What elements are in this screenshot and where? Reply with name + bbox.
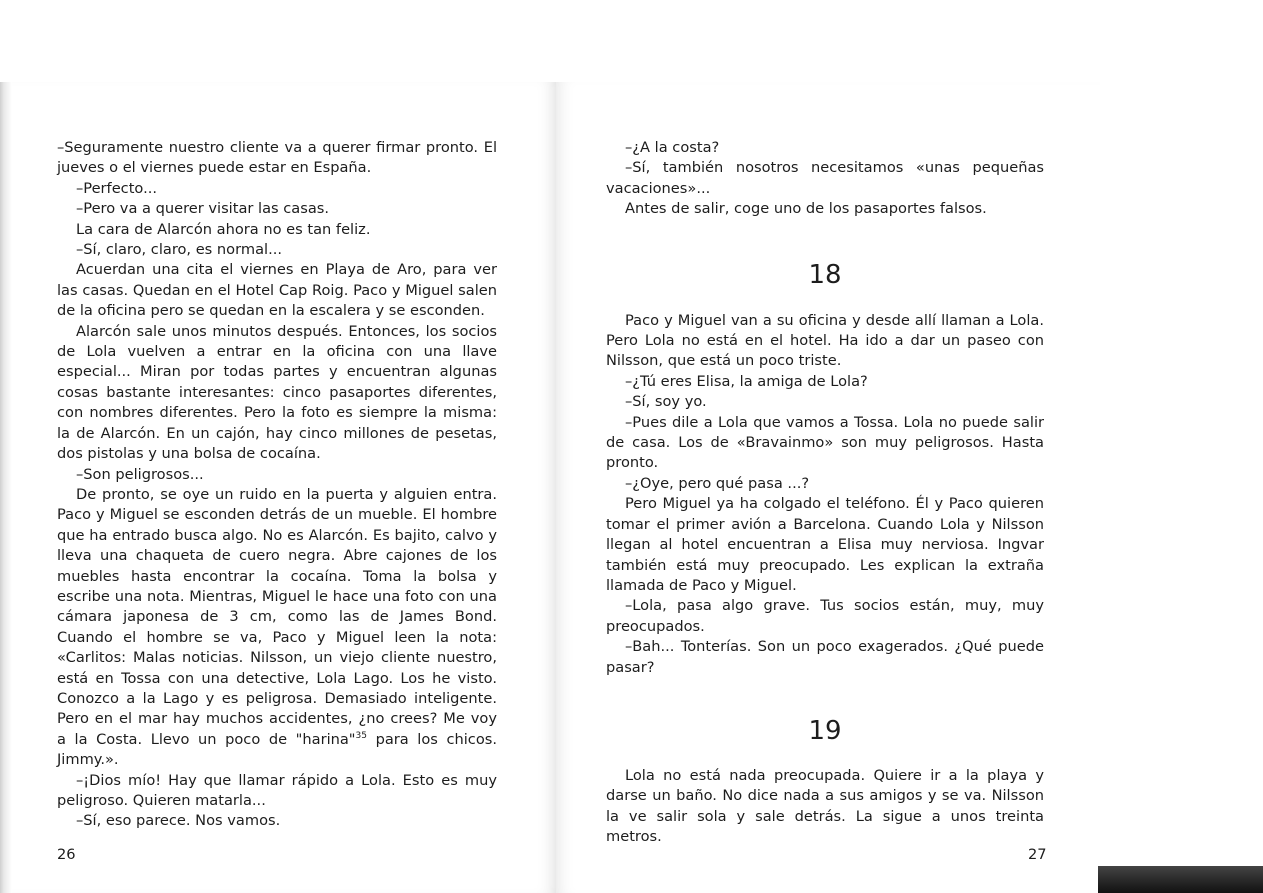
paragraph: –¿A la costa? xyxy=(625,139,720,156)
paragraph: –Lola, pasa algo grave. Tus socios están, muy, muy preocupados. xyxy=(606,597,1044,635)
paragraph: –¡Dios mío! Hay que llamar rápido a Lola. Esto es muy peligroso. Quieren matarla... xyxy=(57,771,497,809)
paragraph: Alarcón sale unos minutos después. Entonces, los socios de Lola vuelven a entrar en la oficina con una llave especial... Miran por todas partes y encuentran algunas cosas bastante interesantes: cinco pasaportes diferentes, con nombres diferentes. Pero la foto es siempre la misma: la de Alarcón. En un cajón, hay cinco millones de pesetas, dos pistolas y una bolsa de cocaína. xyxy=(57,322,497,463)
page-number-left: 26 xyxy=(57,846,76,863)
footnote-ref: 35 xyxy=(355,730,367,741)
paragraph: Pero Miguel ya ha colgado el teléfono. Él y Paco quieren tomar el primer avión a Barcelona. Cuando Lola y Nilsson llegan al hotel encuentran a Elisa muy nerviosa. Ingvar también está muy preocupado. Les explican la extraña llamada de Paco y Miguel. xyxy=(606,495,1044,594)
paragraph: –¿Oye, pero qué pasa ...? xyxy=(625,474,810,492)
paragraph: –Sí, soy yo. xyxy=(625,393,707,411)
paragraph-with-footnote xyxy=(57,485,497,771)
paragraph-text: De pronto, se oye un ruido en la puerta y alguien entra. Paco y Miguel se esconden detrás de un mueble. El hombre que ha entrado busca algo. No es Alarcón. Es bajito, calvo y lleva una chaqueta de cuero negra. Abre cajones de los muebles hasta encontrar la cocaína. Toma la bolsa y escribe una nota. Mientras, Miguel le hace una foto con una cámara japonesa de 3 cm, como las de James Bond. Cuando el hombre se va, Paco y Miguel leen la nota: «Carlitos: Malas noticias. Nilsson, un viejo cliente nuestro, está en Tossa con una detective, Lola Lago. Los he visto. Conozco a la Lago y es peligrosa. Demasiado inteligente. Pero en el mar hay muchos accidentes, ¿no crees? Me voy a la Costa. Llevo un poco de "harina" xyxy=(57,485,497,748)
book-left-edge xyxy=(0,82,12,893)
chapter-number-19: 19 xyxy=(808,715,842,746)
paragraph: Paco y Miguel van a su oficina y desde allí llaman a Lola. Pero Lola no está en el hotel. Ha ido a dar un paseo con Nilsson, que está un poco triste. xyxy=(606,311,1044,370)
paragraph: –Pues dile a Lola que vamos a Tossa. Lola no puede salir de casa. Los de «Bravainmo» son muy peligrosos. Hasta pronto. xyxy=(606,413,1044,472)
chapter-number-18: 18 xyxy=(808,259,842,290)
paragraph: –Pero va a querer visitar las casas. xyxy=(76,200,330,218)
paragraph: –Sí, eso parece. Nos vamos. xyxy=(76,812,281,830)
left-page-text xyxy=(57,138,497,832)
paragraph: Acuerdan una cita el viernes en Playa de Aro, para ver las casas. Quedan en el Hotel Cap Roig. Paco y Miguel salen de la oficina pero se quedan en la escalera y se esconden. xyxy=(57,261,497,320)
paragraph: –Sí, claro, claro, es normal... xyxy=(76,241,282,259)
paragraph: –Perfecto... xyxy=(76,179,158,197)
right-page-text xyxy=(606,138,1044,848)
paragraph: –Son peligrosos... xyxy=(76,465,204,483)
paragraph: La cara de Alarcón ahora no es tan feliz. xyxy=(76,220,371,238)
paragraph: –Sí, también nosotros necesitamos «unas pequeñas vacaciones»... xyxy=(606,159,1044,197)
page-number-right: 27 xyxy=(1028,846,1047,863)
scan-top-margin xyxy=(0,0,1263,82)
paragraph: –Bah... Tonterías. Son un poco exagerados. ¿Qué puede pasar? xyxy=(606,638,1044,676)
paragraph-tail: para los chicos. Jimmy.». xyxy=(57,730,497,769)
paragraph: –Seguramente nuestro cliente va a querer firmar pronto. El jueves o el viernes puede estar en España. xyxy=(57,139,497,177)
scan-right-margin xyxy=(1100,82,1263,893)
paragraph: –¿Tú eres Elisa, la amiga de Lola? xyxy=(625,372,868,390)
paragraph: Lola no está nada preocupada. Quiere ir a la playa y darse un baño. No dice nada a sus amigos y se va. Nilsson la ve salir sola y sale detrás. La sigue a unos treinta metros. xyxy=(606,766,1044,846)
scanner-shadow xyxy=(1098,866,1263,893)
paragraph: Antes de salir, coge uno de los pasaportes falsos. xyxy=(625,200,987,218)
